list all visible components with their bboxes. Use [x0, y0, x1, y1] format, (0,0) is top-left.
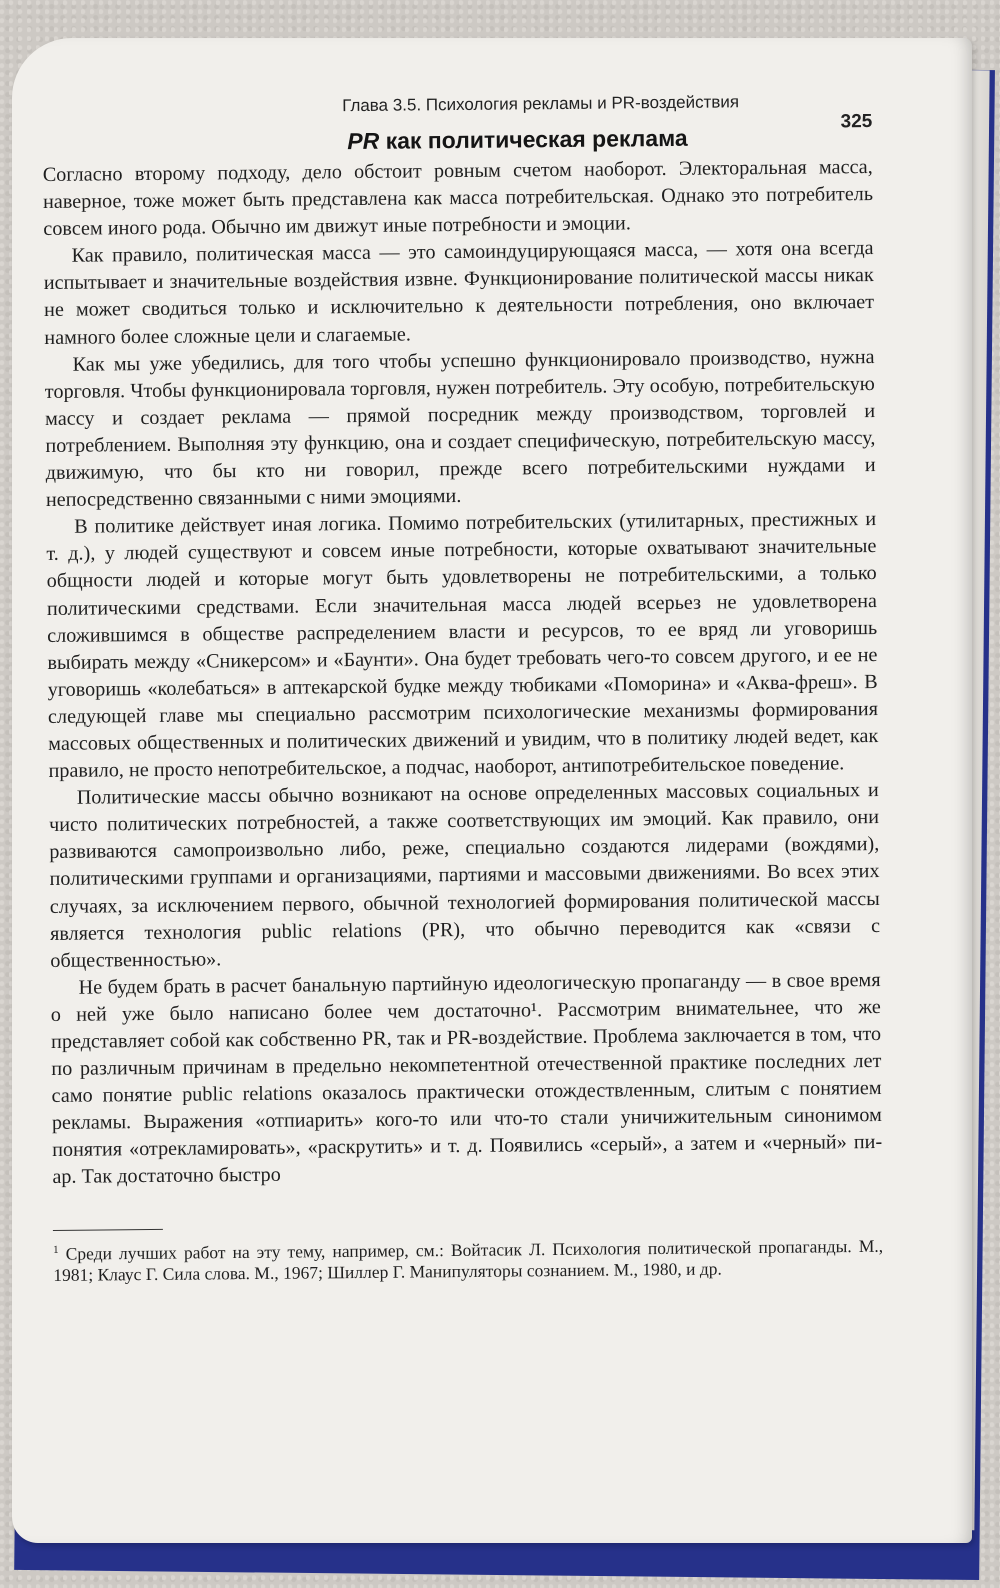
- book-page: [12, 38, 972, 1543]
- footnote-divider: [53, 1228, 163, 1230]
- paragraph: Как правило, политическая масса — это самоиндуцирующаяся масса, — хотя она всегда испытывает и значительные воздействия извне. Функционирование политической массы никак не может сводиться только и исключительно к деятельности потребления, оно включает намного более сложные цели и слагаемые.: [43, 237, 875, 349]
- section-title-rest: как политическая реклама: [385, 124, 688, 154]
- running-header: [42, 85, 873, 133]
- footnote-marker: 1: [53, 1243, 59, 1256]
- paragraph: Политические массы обычно возникают на основе определенных массовых социальных и чисто политических потребностей, а также соответствующих им эмоций. Как правило, они развиваются самопроизвольно либо, реже, специально создаются лидерами (вождями), политическими группами и организациями, партиями и массовыми движениями. Во всех этих случаях, за исключением первого, обычной технологией формирования политической массы является технология public relations (PR), что обычно переводится как «связи с общественностью».: [48, 779, 881, 972]
- chapter-title: Глава 3.5. Психология рекламы и PR-воздействия: [342, 92, 740, 116]
- section-title-italic: PR: [347, 127, 380, 155]
- page-content: [42, 85, 883, 1286]
- body-text: [43, 154, 883, 1191]
- paragraph: Как мы уже убедились, для того чтобы успешно функционировало производство, нужна торговля. Чтобы функционировала торговля, нужен потребитель. Эту особую, потребительскую массу и создает реклама — прямой посредник между производством, торговлей и потреблением. Выполняя эту функцию, она и создает специфическую, потребительскую массу, движимую, что бы кто ни говорил, прежде всего потребительскими нуждами и непосредственно связанными с ними эмоциями.: [44, 345, 876, 512]
- paragraph: Согласно второму подходу, дело обстоит ровным счетом наоборот. Электоральная масса, наверное, тоже может быть представлена как масса потребительская. Однако это потребитель совсем иного рода. Обычно им движут иные потребности и эмоции.: [42, 156, 874, 241]
- paragraph: В политике действует иная логика. Помимо потребительских (утилитарных, престижных и т. д.), у людей существуют и совсем иные потребности, которые охватывают значительные общности людей и которые могут быть удовлетворены не потребительскими, а только политическими средствами. Если значительная масса людей всерьез не удовлетворена сложившимся в обществе распределением власти и ресурсов, то ее вряд ли уговоришь выбирать между «Сникерсом» и «Баунти». Она будет требовать чего-то совсем другого, и ее не уговоришь «колебаться» в аптекарской будке между тюбиками «Поморина» и «Аква-фреш». В следующей главе мы специально рассмотрим психологические механизмы формирования массовых общественных и политических движений и увидим, что в политику людей ведет, как правило, не просто непотребительское, а подчас, наоборот, антипотребительское поведение.: [46, 508, 879, 783]
- page-number: 325: [840, 111, 873, 133]
- footnote-text: Среди лучших работ на эту тему, например, см.: Войтасик Л. Психология политической пропаганды. М., 1981; Клаус Г. Сила слова. М., 1967; Шиллер Г. Манипуляторы сознанием. М., 1980, и др.: [53, 1235, 884, 1286]
- section-title: [162, 123, 872, 157]
- paragraph: Не будем брать в расчет банальную партийную идеологическую пропаганду — в свое время о ней уже было написано более чем достаточно¹. Рассмотрим внимательнее, что же представляет собой как собственно PR, так и PR-воздействие. Проблема заключается в том, что по различным причинам в предельно некомпетентной отечественной практике последних лет само понятие public relations оказалось практически отождествленным, слитым с понятием рекламы. Выражения «отпиарить» кого-то или что-то стали уничижительным синонимом понятия «отрекламировать», «раскрутить» и т. д. Появились «серый», а затем и «черный» пи-ар. Так достаточно быстро: [50, 968, 883, 1189]
- footnote: [53, 1231, 883, 1287]
